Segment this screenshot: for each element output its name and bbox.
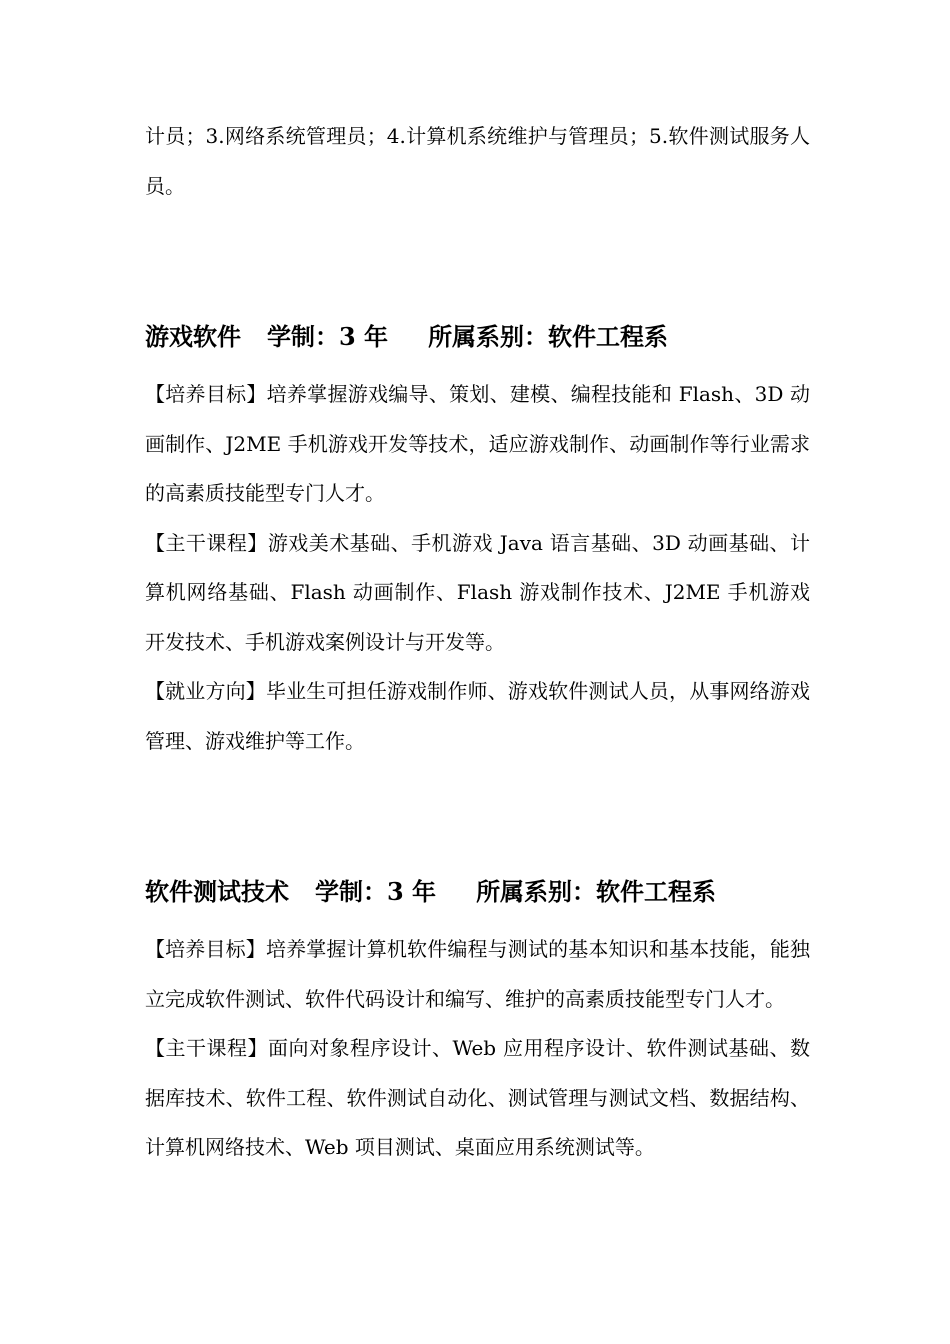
goal-label: 【培养目标】 <box>145 937 266 961</box>
courses-text: 面向对象程序设计、Web 应用程序设计、软件测试基础、数据库技术、软件工程、软件测试自动化、测试管理与测试文档、数据结构、计算机网络技术、Web 项目测试、桌面应用系统测试等。 <box>145 1036 810 1159</box>
program-name: 软件测试技术 <box>145 877 289 906</box>
program-department: 所属系别：软件工程系 <box>476 877 717 906</box>
document-page <box>145 112 810 1173</box>
career-text: 毕业生可担任游戏制作师、游戏软件测试人员，从事网络游戏管理、游戏维护等工作。 <box>145 679 810 753</box>
intro-paragraph: 计员；3.网络系统管理员；4.计算机系统维护与管理员；5.软件测试服务人员。 <box>145 124 810 198</box>
goal-paragraph <box>145 370 810 519</box>
program-software-testing <box>145 874 810 1173</box>
goal-text: 培养掌握游戏编导、策划、建模、编程技能和 Flash、3D 动画制作、J2ME 手机游戏开发等技术，适应游戏制作、动画制作等行业需求的高素质技能型专门人才。 <box>145 382 810 505</box>
program-heading <box>145 319 810 355</box>
program-duration: 学制：3 年 <box>315 877 437 906</box>
courses-label: 【主干课程】 <box>145 530 268 555</box>
program-game-software <box>145 319 810 766</box>
courses-label: 【主干课程】 <box>145 1036 269 1060</box>
courses-paragraph <box>145 519 810 668</box>
courses-text: 游戏美术基础、手机游戏 Java 语言基础、3D 动画基础、计算机网络基础、Flash 动画制作、Flash 游戏制作技术、J2ME 手机游戏开发技术、手机游戏案例设计与开发等。 <box>145 530 811 654</box>
section-gap <box>145 211 810 319</box>
heading-gap <box>145 355 810 370</box>
courses-paragraph <box>145 1024 810 1173</box>
goal-label: 【培养目标】 <box>145 382 267 406</box>
career-label: 【就业方向】 <box>145 679 266 703</box>
program-heading <box>145 874 810 910</box>
heading-gap <box>145 910 810 925</box>
program-department: 所属系别：软件工程系 <box>428 322 669 351</box>
career-paragraph <box>145 667 810 766</box>
goal-text: 培养掌握计算机软件编程与测试的基本知识和基本技能，能独立完成软件测试、软件代码设计和编写、维护的高素质技能型专门人才。 <box>145 937 810 1011</box>
goal-paragraph <box>145 925 810 1024</box>
program-name: 游戏软件 <box>145 322 241 351</box>
section-gap <box>145 766 810 874</box>
program-duration: 学制：3 年 <box>267 322 389 351</box>
